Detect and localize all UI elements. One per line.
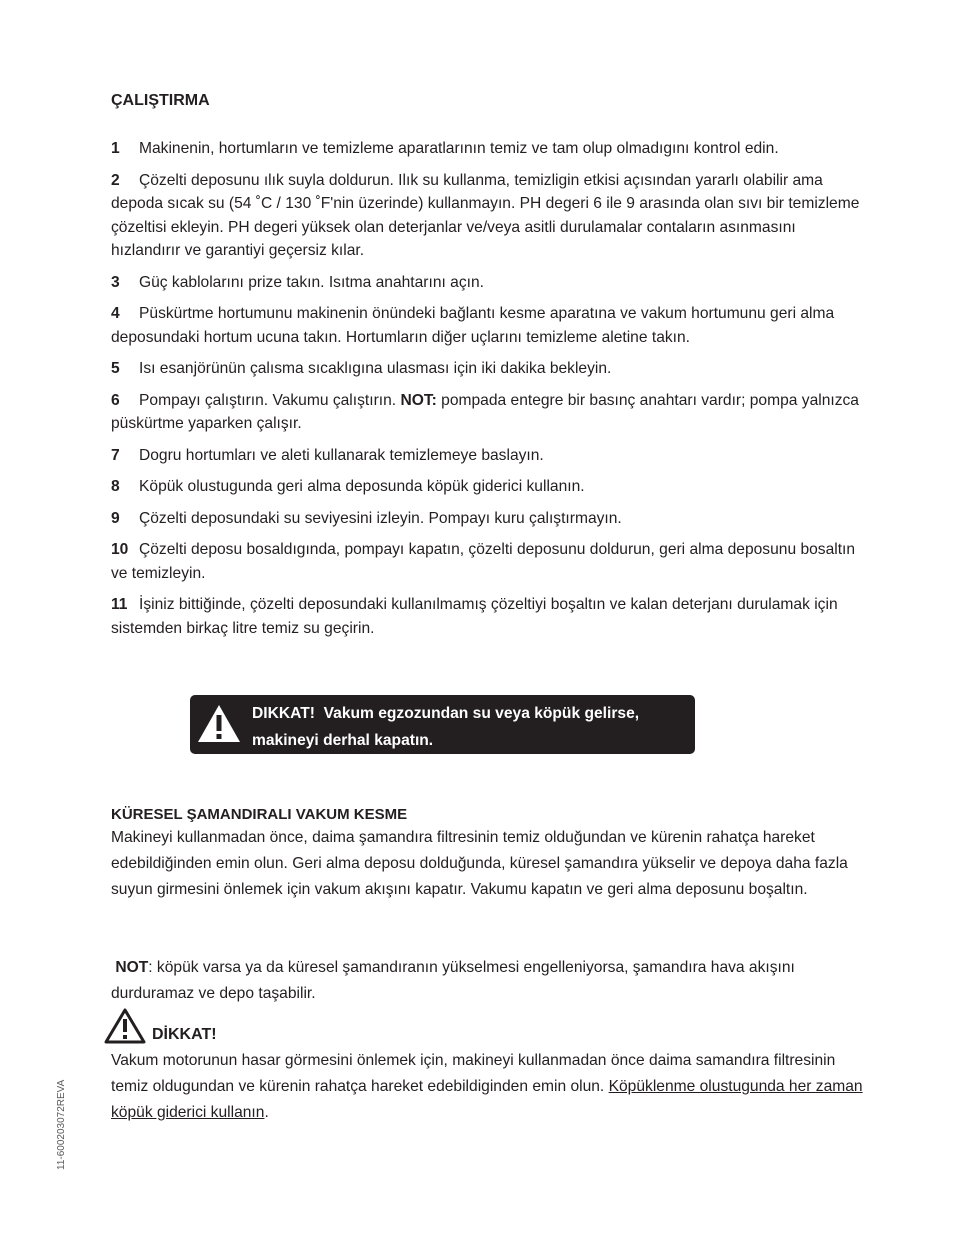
step-text: Dogru hortumları ve aleti kullanarak temizlemeye baslayın. [139, 446, 544, 464]
warning-text [252, 700, 692, 754]
step-number: 4 [111, 305, 120, 322]
caution-text: Vakum motorunun hasar görmesini önlemek için, makineyi kullanmadan önce daima samandıra filtresinin temiz oldugundan ve kürenin rahatça hareket edebildiginden emin olun. [111, 1052, 836, 1095]
step-text: Isı esanjörünün çalısma sıcaklıgına ulasması için iki dakika bekleyin. [139, 360, 612, 377]
step-text: Çözelti deposu bosaldıgında, pompayı kapatın, çözelti deposunu doldurun, geri alma deposunu bosaltın ve temizleyin. [111, 541, 856, 582]
caution-end: . [264, 1104, 269, 1121]
step-text: Pompayı çalıştırın. Vakumu çalıştırın. [139, 391, 401, 409]
document-code: 11-600203072REVA [56, 1079, 67, 1170]
step-7 [111, 444, 861, 468]
step-number: 1 [111, 140, 120, 157]
section-body: Makineyi kullanmadan önce, daima şamandıra filtresinin temiz olduğundan ve kürenin rahatça hareket edebildiğinden emin olun. Geri alma deposu dolduğunda, küresel şamandıra yükselir ve depoya daha fazla suyun girmesini önlemek için vakum akışını kapatır. Vakumu kapatın ve geri alma deposunu boşaltın. [111, 829, 848, 898]
step-note-label: NOT: [400, 391, 437, 409]
step-2 [111, 169, 861, 263]
step-1 [111, 137, 861, 161]
warning-label: DIKKAT! [252, 705, 315, 722]
warning-message: Vakum egzozundan su veya köpük gelirse, makineyi derhal kapatın. [252, 705, 640, 749]
caution-underlined-text: Köpüklenme olustugunda her zaman köpük giderici kullanın [111, 1078, 863, 1121]
step-3 [111, 271, 861, 295]
step-text: Makinenin, hortumların ve temizleme aparatlarının temiz ve tam olup olmadıgını kontrol edin. [139, 140, 779, 157]
section-title: KÜRESEL ŞAMANDIRALI VAKUM KESME [111, 806, 408, 823]
step-text: Çözelti deposunu ılık suyla doldurun. Ilık su kullanma, temizligin etkisi açısından yararlı olabilir ama depoda sıcak su (54 ˚C / 130 ˚F'nin üzerinde) kullanmayın. PH degeri 6 ile 9 arasında olan sıvı bir temizleme çözeltisi ekleyin. PH degeri yüksek olan deterjanlar ve/veya asitli durulamalar contaların asınmasını hızlandırır ve garantiyi geçersiz kılar. [111, 171, 860, 259]
step-number: 6 [111, 391, 120, 409]
step-4 [111, 302, 861, 349]
warning-triangle-outline-icon [104, 1008, 146, 1044]
note-label: NOT [115, 959, 149, 976]
step-text: Köpük olustugunda geri alma deposunda köpük giderici kullanın. [139, 478, 585, 495]
steps-list [111, 137, 861, 648]
step-8 [111, 475, 861, 499]
section-heading-operation: ÇALIŞTIRMA [111, 92, 210, 109]
step-number: 9 [111, 509, 120, 527]
step-text-continued: pompada entegre bir basınç anahtarı vardır; pompa yalnızca püskürtme yaparken çalışır. [111, 391, 859, 432]
step-6 [111, 389, 861, 436]
caution-label: DİKKAT! [152, 1026, 217, 1043]
step-number: 3 [111, 273, 120, 291]
note-paragraph [111, 955, 871, 1007]
step-number: 8 [111, 478, 120, 495]
step-text: İşiniz bittiğinde, çözelti deposundaki kullanılmamış çözeltiyi boşaltın ve kalan deterjanı durulamak için sistemden birkaç litre temiz su geçirin. [111, 596, 838, 637]
step-number: 10 [111, 541, 129, 558]
step-number: 2 [111, 171, 120, 189]
step-5 [111, 357, 861, 381]
step-9 [111, 507, 861, 531]
step-number: 7 [111, 446, 120, 464]
warning-triangle-icon [197, 703, 241, 743]
step-text: Güç kablolarını prize takın. Isıtma anahtarını açın. [139, 273, 484, 291]
step-text: Püskürtme hortumunu makinenin önündeki bağlantı kesme aparatına ve vakum hortumunu geri alma deposundaki hortum ucuna takın. Hortumların diğer uçlarını temizleme aletine takın. [111, 305, 835, 346]
step-10 [111, 538, 861, 585]
step-text: Çözelti deposundaki su seviyesini izleyin. Pompayı kuru çalıştırmayın. [139, 509, 622, 527]
caution-paragraph [111, 1048, 871, 1126]
float-shutoff-section [111, 805, 871, 903]
step-number: 5 [111, 360, 120, 377]
note-text: : köpük varsa ya da küresel şamandıranın yükselmesi engelleniyorsa, şamandıra hava akışını durduramaz ve depo taşabilir. [111, 959, 795, 1002]
warning-box [190, 695, 695, 754]
step-11 [111, 593, 861, 640]
step-number: 11 [111, 596, 128, 613]
